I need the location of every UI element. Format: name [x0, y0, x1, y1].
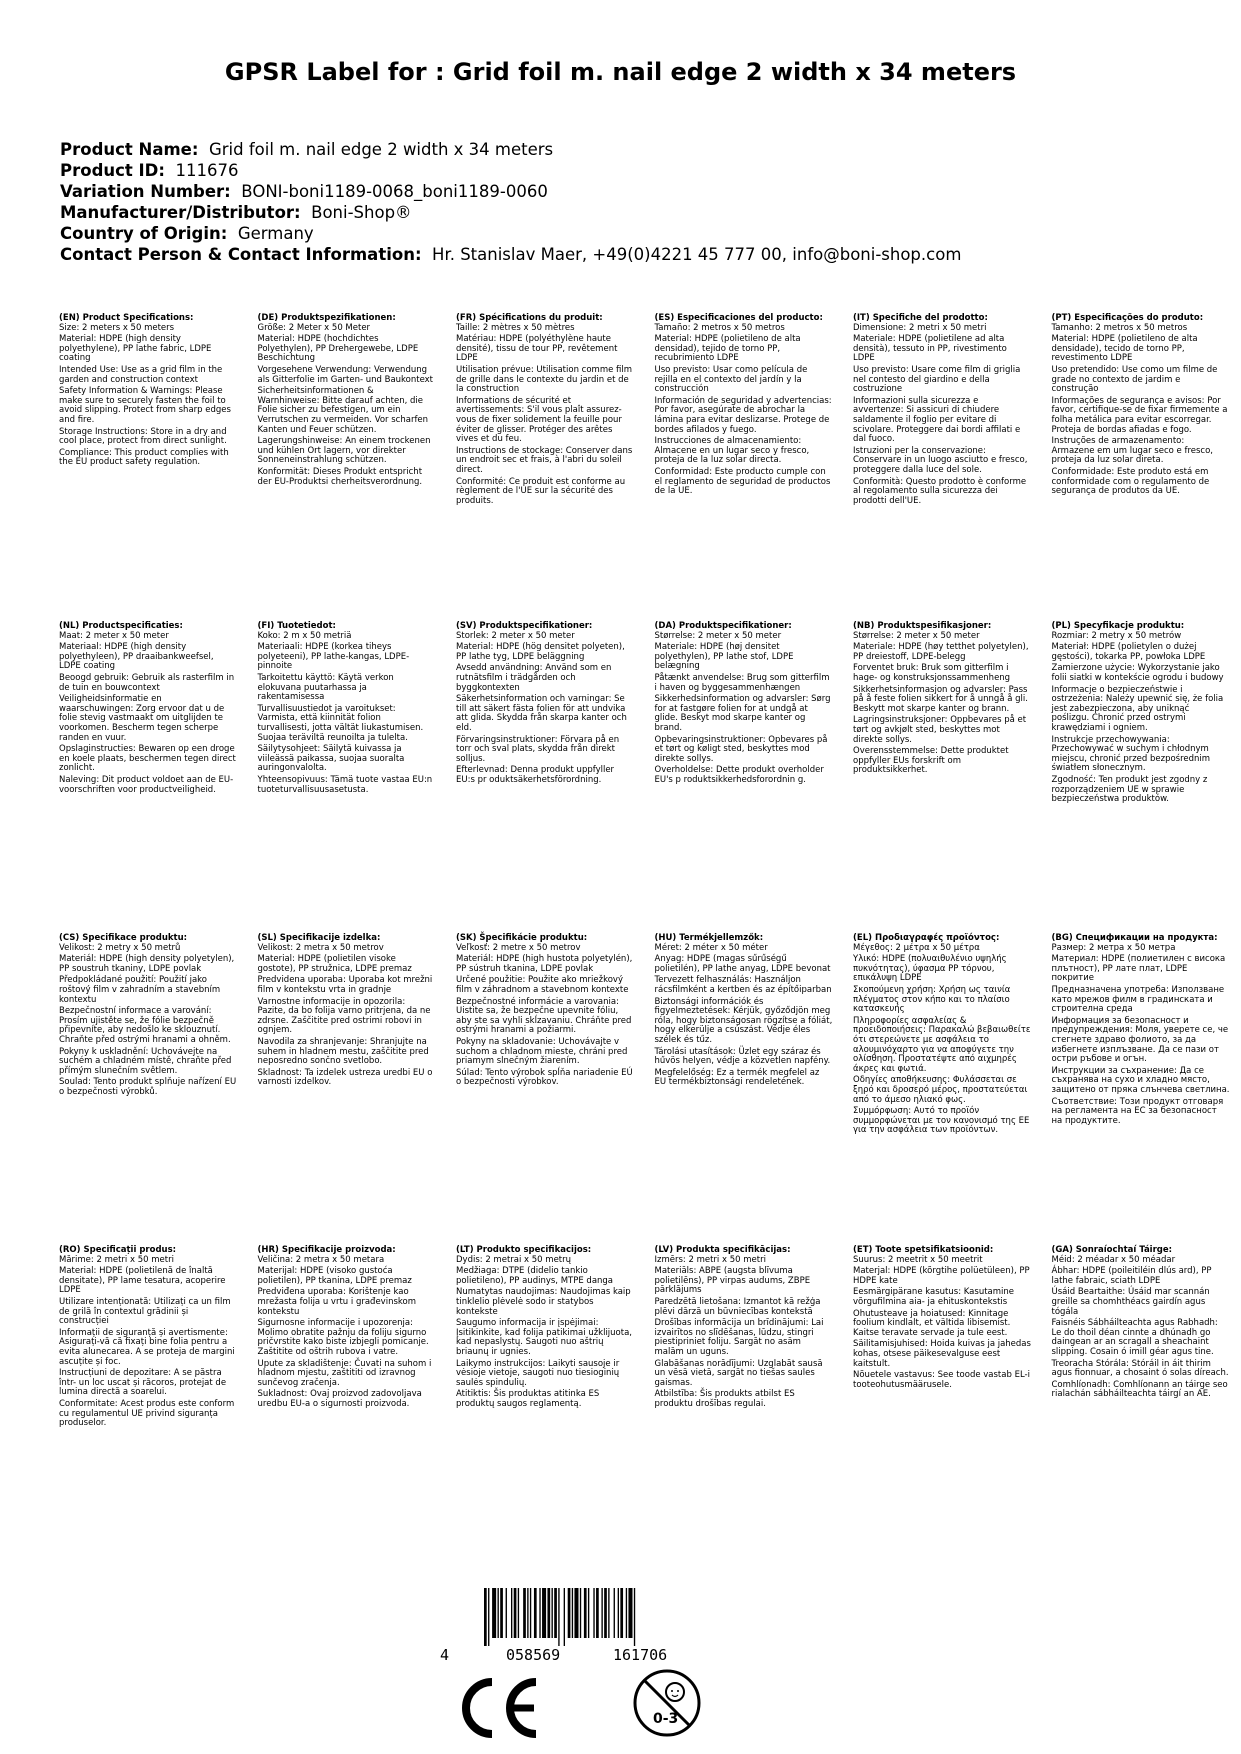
spec-paragraph: Conformidad: Este producto cumple con el reglamento de seguridad de productos de la UE.: [654, 466, 831, 497]
info-manufacturer: [60, 202, 1190, 223]
spec-paragraph: Storage Instructions: Store in a dry and cool place, protect from direct sunlight.: [59, 426, 227, 447]
spec-paragraph: Tarkoitettu käyttö: Käytä verkon elokuvana puutarhassa ja rakentamisessa: [257, 672, 394, 703]
spec-paragraph: Lagerungshinweise: An einem trockenen und kühlen Ort lagern, vor direkter Sonneneinstrahlung schützen.: [257, 436, 431, 466]
info-value: 111676: [175, 161, 239, 180]
spec-paragraph: Varnostne informacije in opozorila: Pazite, da bo folija varno pritrjena, da ne zdrsne. Zaščitite pred ostrimi robovi in ognjem.: [257, 996, 431, 1036]
spec-paragraph: Uso previsto: Usare come film di griglia nel contesto del giardino e della costruzione: [853, 364, 1021, 395]
spec-paragraph: Numatytas naudojimas: Naudojimas kaip tinklelio plėvelė sodo ir statybos kontekste: [456, 1287, 631, 1317]
spec-paragraph: Material: HDPE (high density polyethylene), PP lathe fabric, LDPE coating: [59, 334, 212, 364]
ce-mark: [456, 1678, 540, 1738]
spec-paragraph: Utilisation prévue: Utilisation comme film de grille dans le contexte du jardin et de la construction: [456, 364, 633, 395]
spec-paragraph: Material: HDPE (hochdichtes Polyethylen), PP Drehergewebe, LDPE Beschichtung: [257, 334, 419, 364]
spec-paragraph: Materiál: HDPE (high density polyetylen), PP soustruh tkaniny, LDPE povlak: [59, 954, 235, 974]
spec-paragraph: Předpokládané použití: Použití jako roštový film v zahradním a stavebním kontextu: [59, 975, 221, 1005]
barcode-bar: [554, 1588, 557, 1638]
spec-paragraph: Materiale: HDPE (polietilene ad alta densità), tessuto in PP, rivestimento LDPE: [853, 334, 1007, 364]
spec-paragraph: Soulad: Tento produkt splňuje nařízení EU o bezpečnosti výrobků.: [59, 1077, 237, 1097]
spec-paragraph: Dydis: 2 metrai x 50 metrų: [456, 1254, 572, 1265]
barcode-bar: [518, 1588, 519, 1638]
spec-header: (LT) Produkto specifikacijos:: [456, 1245, 592, 1255]
barcode-bar: [530, 1588, 531, 1638]
spec-paragraph: Upute za skladištenje: Čuvati na suhom i hladnom mjestu, zaštititi od izravnog sunčevog zračenja.: [257, 1358, 432, 1388]
spec-header: (SL) Specifikacije izdelka:: [257, 933, 381, 943]
spec-paragraph: Tervezett felhasználás: Használjon rácsfilmként a kertben és az építőiparban: [654, 975, 832, 995]
spec-block: [456, 1246, 634, 1412]
spec-paragraph: Οδηγίες αποθήκευσης: Φυλάσσεται σε ξηρό και δροσερό μέρος, προστατεύεται από το άμεσο ηλιακό φως.: [853, 1075, 1028, 1105]
spec-paragraph: Avsedd användning: Använd som en rutnätsfilm i trädgården och byggkontexten: [456, 663, 612, 693]
spec-block: [258, 934, 436, 1090]
spec-block: [258, 1246, 436, 1412]
spec-block: [853, 314, 1031, 508]
spec-paragraph: Material: HDPE (polietilen visoke gostote), PP stružnica, LDPE premaz: [257, 954, 412, 974]
spec-paragraph: Informazioni sulla sicurezza e avvertenze: Si assicuri di chiudere saldamente il foglio per evitare di scivolare. Proteggere dai bordi affilati e dal fuoco.: [853, 395, 1021, 445]
spec-paragraph: Συμμόρφωση: Αυτό το προϊόν συμμορφώνεται με τον κανονισμό της ΕΕ για την ασφάλεια των προϊόντων.: [853, 1106, 1030, 1136]
spec-paragraph: Informations de sécurité et avertissements: S'il vous plaît assurez-vous de fixer solidement la feuille pour éviter de glisser. Protéger des arêtes vives et du feu.: [456, 395, 622, 445]
barcode-bar: [511, 1588, 512, 1638]
barcode-bar: [500, 1588, 503, 1638]
barcode-bar: [601, 1588, 602, 1638]
spec-paragraph: Drošības informācija un brīdinājumi: Lai izvairītos no slīdēšanas, lūdzu, stingri piestipriniet foliju. Sargāt no asām malām un uguns.: [654, 1318, 824, 1357]
spec-paragraph: Informații de siguranță și avertismente: Asigurați-vă că fixați bine folia pentru a evita alunecarea. A se proteja de margini ascuțite și foc.: [59, 1327, 235, 1367]
spec-paragraph: Materiál: HDPE (high hustota polyetylén), PP sústruh tkanina, LDPE povlak: [456, 954, 633, 974]
spec-paragraph: Koko: 2 m x 50 metriä: [257, 630, 352, 641]
spec-paragraph: Atitiktis: Šis produktas atitinka ES produktų saugos reglamentą.: [456, 1389, 600, 1409]
barcode-bar: [626, 1588, 627, 1638]
spec-paragraph: Anyag: HDPE (magas sűrűségű polietilén), PP lathe anyag, LDPE bevonat: [654, 954, 831, 974]
spec-paragraph: Предназначена употреба: Използване като мрежов филм в градинската и строителна среда: [1051, 984, 1225, 1015]
spec-paragraph: Información de seguridad y advertencias: Por favor, asegúrate de abrochar la lámina para evitar deslizarse. Protege de bordes afilados y fuego.: [654, 395, 832, 435]
spec-paragraph: Úsáid Beartaithe: Úsáid mar scannán greille sa chomhthéacs gairdín agus tógála: [1051, 1287, 1210, 1317]
spec-paragraph: Súlad: Tento výrobok spĺňa nariadenie EÚ o bezpečnosti výrobkov.: [456, 1067, 633, 1088]
spec-paragraph: Sukladnost: Ovaj proizvod zadovoljava uredbu EU-a o sigurnosti proizvoda.: [257, 1389, 422, 1409]
info-label: Contact Person & Contact Information:: [60, 245, 422, 264]
spec-header: (HR) Specifikacije proizvoda:: [257, 1245, 396, 1255]
spec-paragraph: Materiāls: ABPE (augsta blīvuma polietilēns), PP virpas audums, ZBPE pārklājums: [654, 1266, 811, 1296]
spec-block: [59, 1246, 237, 1431]
spec-paragraph: Megfelelőség: Ez a termék megfelel az EU termékbiztonsági rendeletének.: [654, 1067, 820, 1088]
barcode-bar: [604, 1588, 607, 1638]
spec-block: [853, 622, 1031, 778]
barcode-bar: [568, 1588, 571, 1638]
spec-header: (SK) Špecifikácie produktu:: [456, 933, 588, 943]
spec-header: (LV) Produkta specifikācijas:: [654, 1245, 791, 1255]
spec-block: [1052, 622, 1230, 807]
barcode-bar: [596, 1588, 599, 1638]
info-product-id: [60, 160, 1190, 181]
spec-paragraph: Sikkerhetsinformasjon og advarsler: Pass på å feste folien sikkert for å unngå å gli. Beskytt mot skarpe kanter og brann.: [853, 684, 1028, 714]
barcode-digits-left: 058569: [506, 1646, 561, 1664]
spec-paragraph: Navodila za shranjevanje: Shranjujte na suhem in hladnem mestu, zaščitite pred neposredno sončno svetlobo.: [257, 1036, 429, 1067]
spec-paragraph: Opbevaringsinstruktioner: Opbevares på et tørt og køligt sted, beskyttes mod direkte sollys.: [654, 734, 828, 764]
spec-paragraph: Beoogd gebruik: Gebruik als rasterfilm in de tuin en bouwcontext: [59, 672, 235, 693]
spec-paragraph: Efterlevnad: Denna produkt uppfyller EU:s pr oduktsäkerhetsförordning.: [456, 765, 615, 785]
spec-block: [456, 934, 634, 1090]
spec-paragraph: Eesmärgipärane kasutus: Kasutamine võrgufilmina aia- ja ehituskontekstis: [853, 1287, 1015, 1307]
spec-paragraph: Opslaginstructies: Bewaren op een droge en koele plaats, beschermen tegen direct zonlicht.: [59, 744, 236, 774]
age-label: 0-3: [653, 1711, 679, 1727]
spec-paragraph: Veiligheidsinformatie en waarschuwingen: Zorg ervoor dat u de folie stevig vastmaakt om uitglijden te voorkomen. Bescherm tegen scherpe randen en vuur.: [59, 694, 225, 743]
info-variation-number: [60, 181, 1190, 202]
barcode-bar: [547, 1588, 550, 1638]
spec-paragraph: Uso pretendido: Use como um filme de grade no contexto de jardim e construção: [1051, 364, 1218, 395]
spec-paragraph: Turvallisuustiedot ja varoitukset: Varmista, että kiinnität folion turvallisesti, jotta vältät liukastumisen. Suojaa teräviltä reunoilta ja tulelta.: [257, 703, 424, 743]
barcode-bar: [574, 1588, 578, 1638]
spec-paragraph: Ábhar: HDPE (poileitiléin dlús ard), PP lathe fabraic, sciath LDPE: [1051, 1266, 1212, 1286]
spec-paragraph: Instructions de stockage: Conserver dans un endroit sec et frais, à l'abri du soleil direct.: [456, 445, 633, 475]
spec-paragraph: Materiaali: HDPE (korkea tiheys polyeteeni), PP lathe-kangas, LDPE-pinnoite: [257, 642, 410, 672]
barcode-bar: [539, 1588, 540, 1638]
spec-paragraph: Glabāšanas norādījumi: Uzglabāt sausā un vēsā vietā, sargāt no tiešas saules gaismas.: [654, 1358, 823, 1388]
spec-header: (SV) Produktspecifikationer:: [456, 621, 593, 631]
spec-header: (PL) Specyfikacje produktu:: [1051, 621, 1185, 631]
spec-header: (EN) Product Specifications:: [59, 313, 194, 323]
spec-block: [655, 622, 833, 788]
ean-barcode: [440, 1588, 730, 1663]
barcode-bar: [618, 1588, 619, 1638]
spec-paragraph: Pokyny k uskladnění: Uchovávejte na suchém a chladném místě, chraňte před přímým slunečním světlem.: [59, 1046, 232, 1076]
spec-paragraph: Instrukcje przechowywania: Przechowywać w suchym i chłodnym miejscu, chronić przed bezpośrednim światłem słonecznym.: [1051, 734, 1211, 774]
info-value: Grid foil m. nail edge 2 width x 34 meters: [208, 140, 554, 159]
spec-paragraph: Material: HDPE (polietileno de alta densidade), tecido de torno PP, revestimento LDPE: [1051, 334, 1198, 364]
spec-header: (ET) Toote spetsifikatsioonid:: [853, 1245, 994, 1255]
spec-header: (BG) Спецификации на продукта:: [1051, 933, 1218, 943]
spec-block: [655, 314, 833, 499]
spec-paragraph: Tamaño: 2 metros x 50 metros: [654, 322, 785, 333]
spec-paragraph: Maat: 2 meter x 50 meter: [59, 630, 169, 641]
spec-paragraph: Velikost: 2 metry x 50 metrů: [59, 942, 181, 953]
spec-block: [1052, 1246, 1230, 1402]
barcode-bar: [584, 1588, 587, 1638]
spec-paragraph: Matériau: HDPE (polyéthylène haute densité), tissu de tour PP, revêtement LDPE: [456, 334, 618, 364]
spec-paragraph: Suurus: 2 meetrit x 50 meetrit: [853, 1254, 983, 1265]
spec-paragraph: Größe: 2 Meter x 50 Meter: [257, 322, 371, 333]
barcode-bar: [580, 1588, 581, 1638]
spec-paragraph: Izmērs: 2 metri x 50 metri: [654, 1254, 766, 1265]
spec-header: (FI) Tuotetiedot:: [257, 621, 336, 631]
spec-paragraph: Zamierzone użycie: Wykorzystanie jako folii siatki w kontekście ogrodu i budowy: [1051, 663, 1224, 683]
spec-paragraph: Materjal: HDPE (kõrgtihe polüetüleen), PP HDPE kate: [853, 1266, 1030, 1286]
spec-paragraph: Materiale: HDPE (høy tetthet polyetylen), PP dreiestoff, LDPE-belegg: [853, 642, 1029, 662]
spec-header: (IT) Specifiche del prodotto:: [853, 313, 988, 323]
spec-header: (ES) Especificaciones del producto:: [654, 313, 823, 323]
spec-paragraph: Материал: HDPE (полиетилен с висока плътност), PP лате плат, LDPE покритие: [1051, 954, 1226, 984]
barcode-bar: [628, 1588, 632, 1638]
spec-paragraph: Pokyny na skladovanie: Uchovávajte v suchom a chladnom mieste, chráni pred priamym slnečným žiarením.: [456, 1036, 628, 1067]
spec-paragraph: Σκοπούμενη χρήση: Χρήση ως ταινία πλέγματος στον κήπο και το πλαίσιο κατασκευής: [853, 984, 1011, 1015]
spec-block: [1052, 934, 1230, 1128]
spec-paragraph: Yhteensopivuus: Tämä tuote vastaa EU:n tuoteturvallisuusasetusta.: [257, 774, 433, 795]
spec-paragraph: Nõuetele vastavus: See toode vastab EL-i tooteohutusmäärusele.: [853, 1370, 1030, 1390]
spec-paragraph: Predviđena uporaba: Korištenje kao mrežasta folija u vrtu i građevinskom kontekstu: [257, 1287, 416, 1317]
spec-paragraph: Størrelse: 2 meter x 50 meter: [853, 630, 980, 641]
barcode-bar: [572, 1588, 573, 1638]
barcode-bar: [614, 1588, 615, 1638]
spec-paragraph: Sikkerhedsinformation og advarsler: Sørg for at fastgøre folien for at undgå at glide. Beskyt mod skarpe kanter og brand.: [654, 694, 831, 733]
spec-paragraph: Určené použitie: Použite ako mriežkový film v záhradnom a stavebnom kontexte: [456, 975, 629, 995]
spec-paragraph: Material: HDPE (polietileno de alta densidad), tejido de torno PP, recubrimiento LDPE: [654, 334, 801, 364]
spec-paragraph: Méid: 2 méadar x 50 méadar: [1051, 1254, 1176, 1265]
spec-header: (CS) Specifikace produktu:: [59, 933, 188, 943]
barcode-bar: [608, 1588, 609, 1638]
spec-paragraph: Taille: 2 mètres x 50 mètres: [456, 322, 575, 333]
spec-paragraph: Compliance: This product complies with the EU product safety regulation.: [59, 447, 229, 468]
spec-paragraph: Förvaringsinstruktioner: Förvara på en torr och sval plats, skydda från direkt solljus.: [456, 734, 620, 764]
info-country-of-origin: [60, 223, 1190, 244]
barcode-bar: [514, 1588, 517, 1638]
spec-block: [59, 622, 237, 797]
spec-paragraph: Instrucțiuni de depozitare: A se păstra într- un loc uscat și răcoros, protejat de lumina directă a soarelui.: [59, 1368, 227, 1398]
spec-paragraph: Material: HDPE (polietilenă de înaltă densitate), PP lame tesatura, acoperire LDPE: [59, 1266, 226, 1296]
spec-paragraph: Laikymo instrukcijos: Laikyti sausoje ir vėsioje vietoje, saugoti nuo tiesioginių saulės spindulių.: [456, 1358, 620, 1388]
spec-paragraph: Conformitate: Acest produs este conform cu regulamentul UE privind siguranța produselor.: [59, 1398, 235, 1429]
barcode-bar: [492, 1588, 496, 1638]
barcode-bar: [620, 1588, 623, 1638]
spec-paragraph: Dimensione: 2 metri x 50 metri: [853, 322, 987, 333]
spec-paragraph: Materiale: HDPE (høj densitet polyethylen), PP lathe stof, LDPE belægning: [654, 642, 794, 672]
spec-paragraph: Съответствие: Този продукт отговаря на регламента на ЕС за безопасност на продуктите.: [1051, 1096, 1224, 1126]
info-label: Manufacturer/Distributor:: [60, 203, 301, 222]
spec-paragraph: Размер: 2 метра x 50 метра: [1051, 942, 1176, 953]
spec-block: [258, 314, 436, 489]
spec-header: (HU) Termékjellemzők:: [654, 933, 764, 943]
spec-block: [59, 934, 237, 1100]
spec-paragraph: Πληροφορίες ασφαλείας & προειδοποιήσεις: Παρακαλώ βεβαιωθείτε ότι στερεώνετε με ασφάλεια το αλουμινόχαρτο για να αποφύγετε την ολίσθηση. Προστατέψτε από αιχμηρές άκρες και φωτιά.: [853, 1015, 1031, 1074]
spec-paragraph: Méret: 2 méter x 50 méter: [654, 942, 768, 953]
spec-paragraph: Conformidade: Este produto está em conformidade com o regulamento de segurança de produtos da UE.: [1051, 466, 1210, 497]
spec-header: (PT) Especificações do produto:: [1051, 313, 1204, 323]
spec-paragraph: Информация за безопасност и предупреждения: Моля, уверете се, че стегнете здраво фолиото, за да избегнете изплъзване. Да се пази от остри ръбове и огън.: [1051, 1015, 1229, 1065]
info-value: Germany: [237, 224, 314, 243]
spec-paragraph: Instrucciones de almacenamiento: Almacene en un lugar seco y fresco, proteja de la luz solar directa.: [654, 436, 810, 466]
spec-paragraph: Sicherheitsinformationen & Warnhinweise: Bitte darauf achten, die Folie sicher zu befestigen, um ein Verrutschen zu vermeiden. Vor scharfen Kanten und Feuer schützen.: [257, 386, 429, 435]
barcode-bar: [506, 1588, 507, 1638]
spec-block: [853, 1246, 1031, 1392]
barcode-bar: [498, 1588, 499, 1638]
spec-paragraph: Treoracha Stórála: Stóráil in áit thirim agus fionnuar, a chosaint ó solas díreach.: [1051, 1358, 1229, 1379]
spec-paragraph: Utilizare intenționată: Utilizați ca un film de grilă în contextul grădinii și construcției: [59, 1296, 231, 1327]
barcode-bar: [484, 1588, 487, 1646]
spec-paragraph: Skladnost: Ta izdelek ustreza uredbi EU o varnosti izdelkov.: [257, 1067, 433, 1088]
spec-paragraph: Overensstemmelse: Dette produktet oppfyller EUs forskrift om produktsikkerhet.: [853, 746, 1009, 776]
barcode-bar: [527, 1588, 528, 1638]
spec-paragraph: Materiał: HDPE (polietylen o dużej gęstości), tokarka PP, powłoka LDPE: [1051, 642, 1206, 662]
spec-paragraph: Sigurnosne informacije i upozorenja: Molimo obratite pažnju da foliju sigurno pričvrstite kako biste izbjegli pomicanje. Zaštitite od oštrih rubova i vatre.: [257, 1318, 429, 1357]
spec-paragraph: Lagringsinstruksjoner: Oppbevares på et tørt og avkjølt sted, beskyttes mot direkte sollys.: [853, 715, 1027, 745]
spec-paragraph: Zgodność: Ten produkt jest zgodny z rozporządzeniem UE w sprawie bezpieczeństwa produktów.: [1051, 774, 1208, 805]
barcode-digits-right: 161706: [613, 1646, 668, 1664]
spec-paragraph: Størrelse: 2 meter x 50 meter: [654, 630, 782, 641]
info-label: Product Name:: [60, 140, 199, 159]
spec-paragraph: Conformità: Questo prodotto è conforme al regolamento sulla sicurezza dei prodotti dell'UE.: [853, 476, 1027, 506]
spec-header: (EL) Προδιαγραφές προϊόντος:: [853, 933, 1000, 943]
spec-paragraph: Rozmiar: 2 metry x 50 metrów: [1051, 630, 1182, 641]
barcode-bar: [552, 1588, 553, 1638]
spec-block: [655, 934, 833, 1090]
spec-paragraph: Инструкции за съхранение: Да се съхранява на сухо и хладно място, защитено от пряка слънчева светлина.: [1051, 1065, 1230, 1095]
spec-block: [59, 314, 237, 470]
spec-block: [1052, 314, 1230, 499]
spec-block: [456, 314, 634, 508]
barcode-bar: [542, 1588, 546, 1638]
barcode-bar: [634, 1588, 635, 1646]
spec-paragraph: Safety Information & Warnings: Please make sure to securely fasten the foil to avoid slipping. Protect from sharp edges and fire.: [59, 386, 231, 425]
info-value: BONI-boni1189-0068_boni1189-0060: [241, 182, 548, 201]
spec-header: (NL) Productspecificaties:: [59, 621, 183, 631]
info-contact: [60, 244, 1190, 265]
spec-paragraph: Säilytysohjeet: Säilytä kuivassa ja viileässä paikassa, suojaa suoralta auringonvalolta.: [257, 744, 405, 774]
info-value: Boni-Shop®: [311, 203, 412, 222]
spec-block: [853, 934, 1031, 1138]
spec-paragraph: Säilitamisjuhised: Hoida kuivas ja jahedas kohas, otsese päikesevalguse eest kaitstult.: [853, 1339, 1031, 1369]
spec-paragraph: Naleving: Dit product voldoet aan de EU-voorschriften voor productveiligheid.: [59, 774, 234, 795]
spec-paragraph: Uso previsto: Usar como película de rejilla en el contexto del jardín y la construcción: [654, 364, 808, 395]
spec-paragraph: Mărime: 2 metri x 50 metri: [59, 1254, 174, 1265]
spec-paragraph: Saugumo informacija ir įspėjimai: Įsitikinkite, kad folija patikimai užklijuota, kad nepaslystų. Saugoti nuo aštrių briaunų ir ugnies.: [456, 1318, 633, 1357]
spec-paragraph: Ohutusteave ja hoiatused: Kinnitage foolium kindlalt, et vältida libisemist. Kaitse teravate servade ja tule eest.: [853, 1308, 1011, 1338]
spec-header: (DE) Produktspezifikationen:: [257, 313, 396, 323]
spec-paragraph: Instruções de armazenamento: Armazene em um lugar seco e fresco, proteja da luz solar direta.: [1051, 436, 1213, 466]
barcode-bar: [593, 1588, 594, 1638]
spec-paragraph: Velikost: 2 metra x 50 metrov: [257, 942, 384, 953]
spec-paragraph: Tamanho: 2 metros x 50 metros: [1051, 322, 1188, 333]
info-value: Hr. Stanislav Maer, +49(0)4221 45 777 00, info@boni-shop.com: [432, 245, 962, 264]
spec-block: [258, 622, 436, 797]
spec-paragraph: Storlek: 2 meter x 50 meter: [456, 630, 575, 641]
barcode-bar: [558, 1588, 559, 1646]
spec-paragraph: Comhlíonadh: Comhlíonann an táirge seo rialachán sábháilteachta táirgí an AE.: [1051, 1379, 1228, 1400]
spec-paragraph: Tárolási utasítások: Üzlet egy száraz és hűvös helyen, védje a közvetlen napfény.: [654, 1046, 831, 1067]
spec-block: [655, 1246, 833, 1412]
barcode-bars: [482, 1588, 712, 1646]
barcode-bar: [488, 1588, 489, 1646]
barcode-bar: [564, 1588, 565, 1646]
spec-header: (NB) Produktspesifikasjoner:: [853, 621, 992, 631]
barcode-digit-lead: 4: [440, 1646, 450, 1664]
product-info: [60, 139, 1190, 265]
barcode-bar: [588, 1588, 589, 1638]
spec-paragraph: Konformität: Dieses Produkt entspricht der EU-Produktsi cherheitsverordnung.: [257, 466, 423, 487]
info-label: Country of Origin:: [60, 224, 228, 243]
spec-paragraph: Predvidena uporaba: Uporaba kot mrežni film v kontekstu vrta in gradnje: [257, 975, 433, 995]
spec-paragraph: Faisnéis Sábháilteachta agus Rabhadh: Le do thoil déan cinnte a dhúnadh go daingean ar an scragall a sheachaint slipping. Cosain ó imill géar agus tine.: [1051, 1318, 1218, 1357]
spec-paragraph: Informacje o bezpieczeństwie i ostrzeżenia: Należy upewnić się, że folia jest zabezpieczona, aby uniknąć poślizgu. Chronić przed ostrymi krawędziami i ogniem.: [1051, 684, 1224, 733]
spec-paragraph: Size: 2 meters x 50 meters: [59, 322, 175, 333]
spec-paragraph: Vorgesehene Verwendung: Verwendung als Gitterfolie im Garten- und Baukontext: [257, 364, 434, 385]
spec-header: (GA) Sonraíochtaí Táirge:: [1051, 1245, 1173, 1255]
not-for-children-0-3-icon: [632, 1668, 702, 1738]
spec-paragraph: Säkerhetsinformation och varningar: Se till att säkert fästa folien för att undvika att glida. Skydda från skarpa kanter och eld.: [456, 694, 627, 733]
spec-paragraph: Medžiaga: DTPE (didelio tankio polietileno), PP audinys, MTPE danga: [456, 1266, 614, 1286]
info-label: Product ID:: [60, 161, 165, 180]
barcode-bar: [523, 1588, 526, 1638]
spec-paragraph: Υλικό: HDPE (πολυαιθυλένιο υψηλής πυκνότητας), ύφασμα PP τόρνου, επικάλυψη LDPE: [853, 954, 1007, 984]
spec-block: [456, 622, 634, 788]
spec-paragraph: Atbilstība: Šis produkts atbilst ES produktu drošības regulai.: [654, 1389, 795, 1409]
spec-paragraph: Bezpečnostní informace a varování: Prosím ujistěte se, že fólie bezpečně připevníte, aby nedošlo ke sklouznutí. Chraňte před ostrými hranami a ohněm.: [59, 1006, 231, 1045]
spec-header: (DA) Produktspecifikationer:: [654, 621, 792, 631]
spec-paragraph: Material: HDPE (hög densitet polyeten), PP lathe tyg, LDPE beläggning: [456, 642, 625, 662]
spec-paragraph: Paredzētā lietošana: Izmantot kā režģa plēvi dārzā un būvniecības kontekstā: [654, 1296, 821, 1317]
spec-paragraph: Forventet bruk: Bruk som gitterfilm i hage- og konstruksjonssammenheng: [853, 663, 1011, 683]
barcode-bar: [534, 1588, 537, 1638]
spec-paragraph: Biztonsági információk és figyelmeztetések: Kérjük, győződjön meg róla, hogy biztonságosan rögzítse a fóliát, hogy elkerülje a csúszást. Védje éles szélek és tűz.: [654, 996, 833, 1045]
spec-header: (FR) Spécifications du produit:: [456, 313, 603, 323]
spec-paragraph: Materijal: HDPE (visoko gustoća polietilen), PP tkanina, LDPE premaz: [257, 1266, 412, 1286]
spec-paragraph: Istruzioni per la conservazione: Conservare in un luogo asciutto e fresco, proteggere dalla luce del sole.: [853, 445, 1028, 475]
spec-paragraph: Conformité: Ce produit est conforme au règlement de l'UE sur la sécurité des produits.: [456, 476, 626, 506]
spec-paragraph: Materiaal: HDPE (high density polyethyleen), PP draaibankweefsel, LDPE coating: [59, 642, 214, 672]
spec-paragraph: Bezpečnostné informácie a varovania: Uistite sa, že bezpečne upevnite fóliu, aby ste sa vyhli skĺzavaniu. Chráňte pred ostrými hranami a požiarmi.: [456, 996, 632, 1036]
spec-paragraph: Intended Use: Use as a grid film in the garden and construction context: [59, 364, 223, 385]
spec-paragraph: Informações de segurança e avisos: Por favor, certifique-se de fixar firmemente a folha metálica para evitar escorregar. Proteja de bordas afiadas e fogo.: [1051, 395, 1228, 435]
spec-paragraph: Veľkosť: 2 metre x 50 metrov: [456, 942, 581, 953]
info-label: Variation Number:: [60, 182, 231, 201]
spec-paragraph: Veličina: 2 metra x 50 metara: [257, 1254, 385, 1265]
info-product-name: [60, 139, 1190, 160]
spec-header: (RO) Specificații produs:: [59, 1245, 177, 1255]
spec-paragraph: Μέγεθος: 2 μέτρα x 50 μέτρα: [853, 942, 980, 953]
spec-paragraph: Påtænkt anvendelse: Brug som gitterfilm i haven og byggesammenhængen: [654, 672, 830, 693]
spec-paragraph: Overholdelse: Dette produkt overholder EU's p roduktsikkerhedsforordnin g.: [654, 765, 824, 785]
page-title: GPSR Label for : Grid foil m. nail edge 2 width x 34 meters: [224, 58, 1017, 86]
